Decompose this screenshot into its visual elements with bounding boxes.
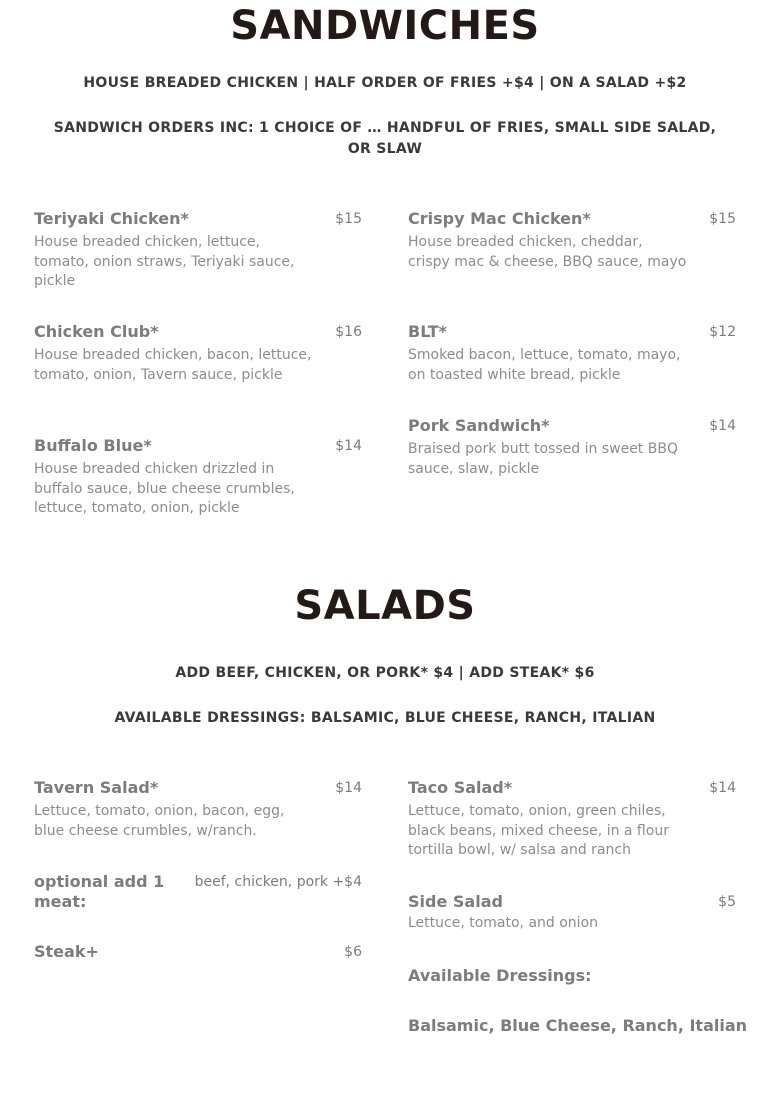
optional-meat-label: optional add 1 meat: <box>34 872 165 911</box>
item-description: Lettuce, tomato, onion, bacon, egg, blue cheese crumbles, w/ranch. <box>34 803 285 839</box>
item-description: Lettuce, tomato, onion, green chiles, black beans, mixed cheese, in a flour tortilla bowl, w/ salsa and ranch <box>408 803 669 858</box>
item-name: Crispy Mac Chicken* <box>408 209 591 228</box>
menu-item <box>408 777 738 861</box>
item-price: $15 <box>709 211 736 227</box>
sandwiches-title: SANDWICHES <box>230 3 540 49</box>
item-name: Tavern Salad* <box>34 778 159 797</box>
menu-item <box>34 941 364 963</box>
item-description: House breaded chicken, cheddar, crispy mac & cheese, BBQ sauce, mayo <box>408 234 687 270</box>
item-price: $14 <box>335 780 362 796</box>
menu-item <box>34 777 364 841</box>
item-price: $6 <box>344 944 362 960</box>
item-price: $15 <box>335 211 362 227</box>
dressings-list: Balsamic, Blue Cheese, Ranch, Italian <box>408 1016 748 1035</box>
menu-item <box>408 208 738 272</box>
item-name: Buffalo Blue* <box>34 436 152 455</box>
item-name: BLT* <box>408 322 448 341</box>
dressings-label: Available Dressings: <box>408 966 592 985</box>
item-price: $14 <box>709 780 736 796</box>
menu-item <box>34 321 364 385</box>
item-price: $12 <box>709 324 736 340</box>
menu-item <box>34 435 364 519</box>
item-description: House breaded chicken drizzled in buffalo sauce, blue cheese crumbles, lettuce, tomato, onion, pickle <box>34 461 295 516</box>
optional-meat-row <box>34 872 364 916</box>
item-description: Lettuce, tomato, and onion <box>408 915 599 931</box>
sandwiches-addons-line: HOUSE BREADED CHICKEN | HALF ORDER OF FRIES +$4 | ON A SALAD +$2 <box>83 75 687 91</box>
item-price: $16 <box>335 324 362 340</box>
item-name: Side Salad <box>408 892 503 911</box>
menu-item <box>34 208 364 292</box>
item-price: $5 <box>718 894 736 910</box>
menu-item <box>408 321 738 385</box>
item-description: House breaded chicken, lettuce, tomato, onion straws, Teriyaki sauce, pickle <box>34 234 295 289</box>
item-description: House breaded chicken, bacon, lettuce, tomato, onion, Tavern sauce, pickle <box>34 347 312 383</box>
salads-dressings-line: AVAILABLE DRESSINGS: BALSAMIC, BLUE CHEESE, RANCH, ITALIAN <box>114 710 656 726</box>
optional-meat-price: beef, chicken, pork +$4 <box>194 874 362 890</box>
menu-item <box>408 891 738 934</box>
salads-addons-line: ADD BEEF, CHICKEN, OR PORK* $4 | ADD STEAK* $6 <box>175 665 595 681</box>
item-name: Steak+ <box>34 942 99 961</box>
item-description: Smoked bacon, lettuce, tomato, mayo, on toasted white bread, pickle <box>408 347 681 383</box>
menu-item <box>408 415 738 479</box>
item-name: Pork Sandwich* <box>408 416 550 435</box>
item-name: Chicken Club* <box>34 322 159 341</box>
sandwiches-includes-line: SANDWICH ORDERS INC: 1 CHOICE OF … HANDFUL OF FRIES, SMALL SIDE SALAD, OR SLAW <box>53 120 717 157</box>
item-name: Taco Salad* <box>408 778 513 797</box>
item-description: Braised pork butt tossed in sweet BBQ sauce, slaw, pickle <box>408 441 678 477</box>
salads-title: SALADS <box>294 583 476 629</box>
item-price: $14 <box>335 438 362 454</box>
item-name: Teriyaki Chicken* <box>34 209 189 228</box>
item-price: $14 <box>709 418 736 434</box>
